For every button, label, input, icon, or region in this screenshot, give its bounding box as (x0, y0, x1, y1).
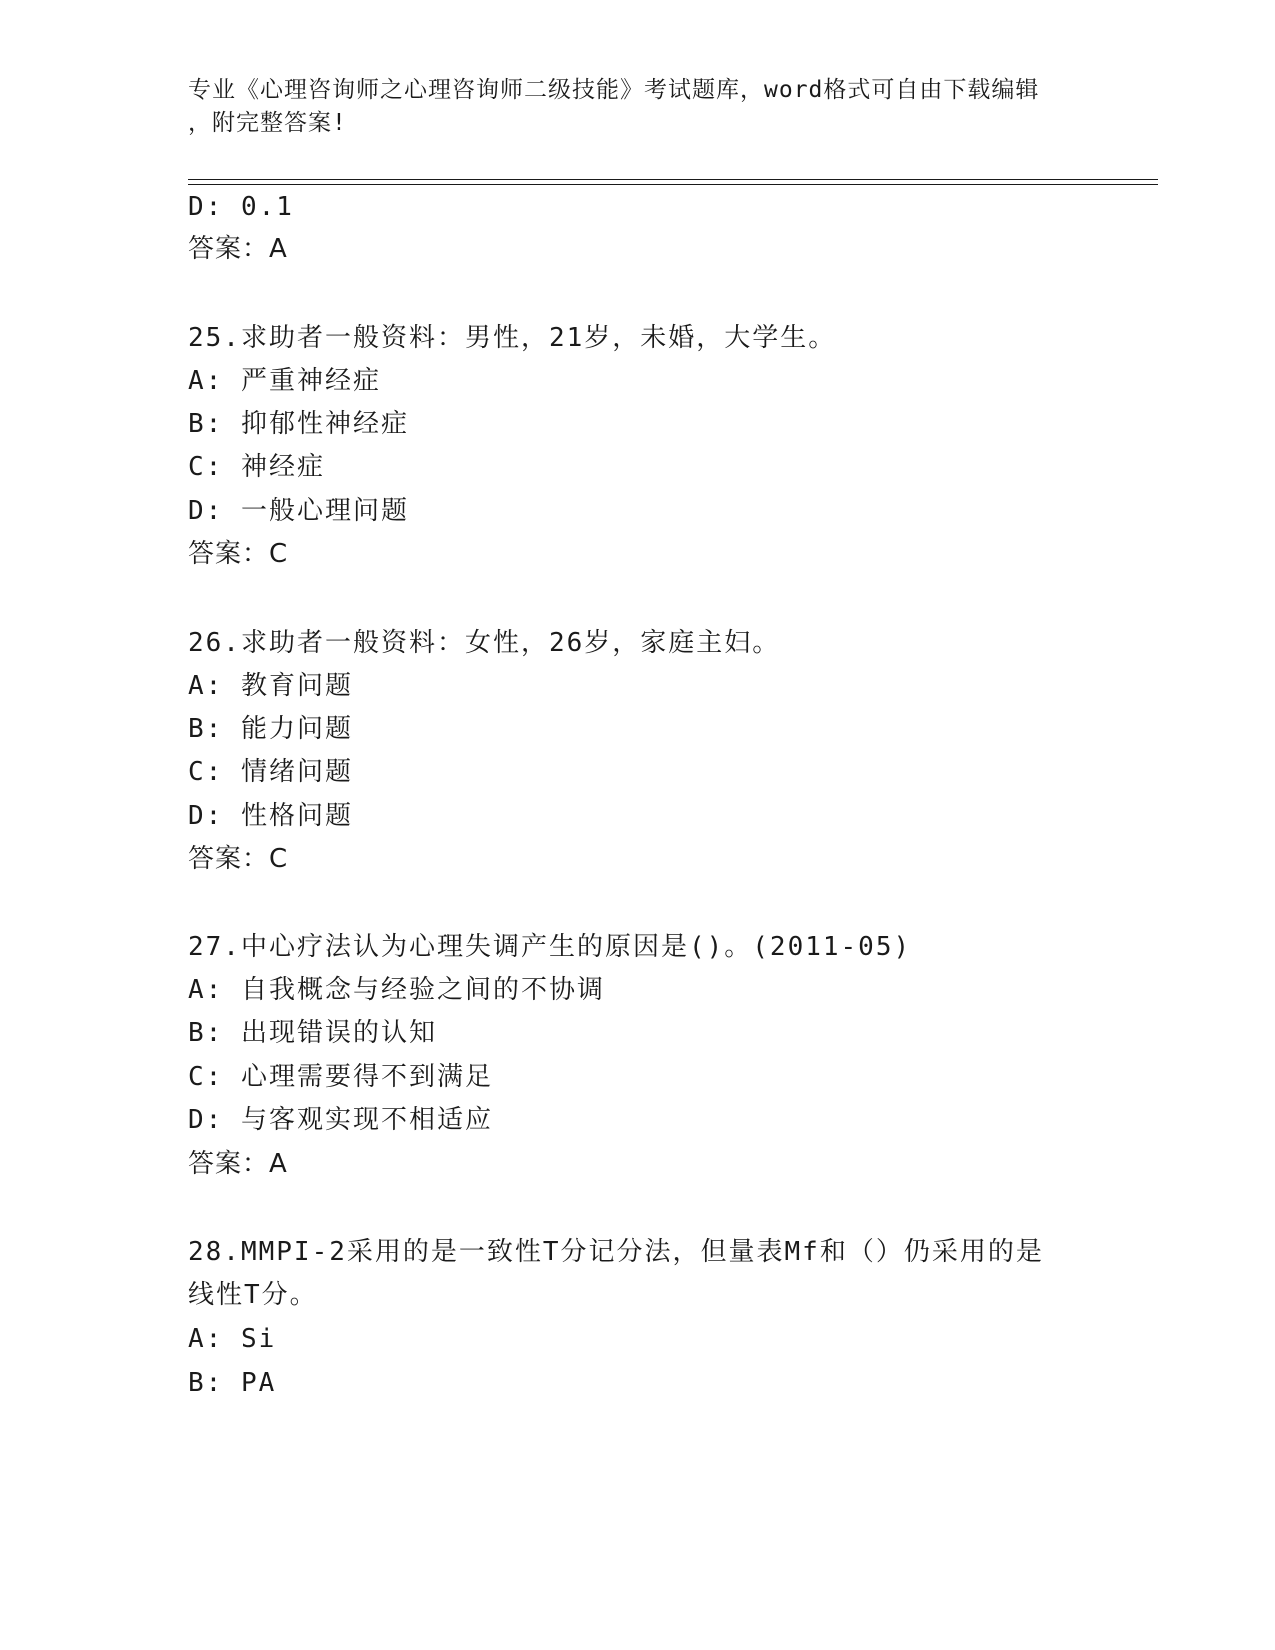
q25-option-a: A: 严重神经症 (188, 366, 381, 396)
q25-stem: 25.求助者一般资料：男性，21岁，未婚，大学生。 (188, 323, 837, 353)
q26-option-b: B: 能力问题 (188, 714, 353, 744)
q26-option-a: A: 教育问题 (188, 671, 353, 701)
q27-option-b: B: 出现错误的认知 (188, 1018, 437, 1048)
q26-option-c: C: 情绪问题 (188, 757, 353, 787)
q28-option-b: B: PA (188, 1368, 277, 1398)
q27-option-c: C: 心理需要得不到满足 (188, 1062, 493, 1092)
q26-option-d: D: 性格问题 (188, 801, 353, 831)
q25-option-d: D: 一般心理问题 (188, 496, 409, 526)
q26-answer: 答案：C (188, 844, 289, 874)
q26-stem: 26.求助者一般资料：女性，26岁，家庭主妇。 (188, 628, 781, 658)
q28-stem-line-2: 线性T分。 (188, 1280, 318, 1310)
q27-answer: 答案：A (188, 1149, 288, 1179)
q27-option-a: A: 自我概念与经验之间的不协调 (188, 975, 605, 1005)
prev-option-d: D: 0.1 (188, 192, 294, 222)
document-header (188, 74, 1088, 140)
q25-option-b: B: 抑郁性神经症 (188, 409, 409, 439)
header-line-1: 专业《心理咨询师之心理咨询师二级技能》考试题库，word格式可自由下载编辑 (188, 77, 1040, 103)
q28-stem-line-1: 28.MMPI-2采用的是一致性T分记分法，但量表Mf和（）仍采用的是 (188, 1237, 1044, 1267)
header-divider-top (188, 179, 1158, 180)
q25-answer: 答案：C (188, 539, 289, 569)
q27-option-d: D: 与客观实现不相适应 (188, 1105, 493, 1135)
prev-answer: 答案：A (188, 234, 288, 264)
header-line-2: ，附完整答案! (188, 110, 347, 136)
q28-option-a: A: Si (188, 1324, 277, 1354)
header-divider-bottom (188, 184, 1158, 185)
q25-option-c: C: 神经症 (188, 452, 325, 482)
q27-stem: 27.中心疗法认为心理失调产生的原因是()。(2011-05) (188, 932, 912, 962)
